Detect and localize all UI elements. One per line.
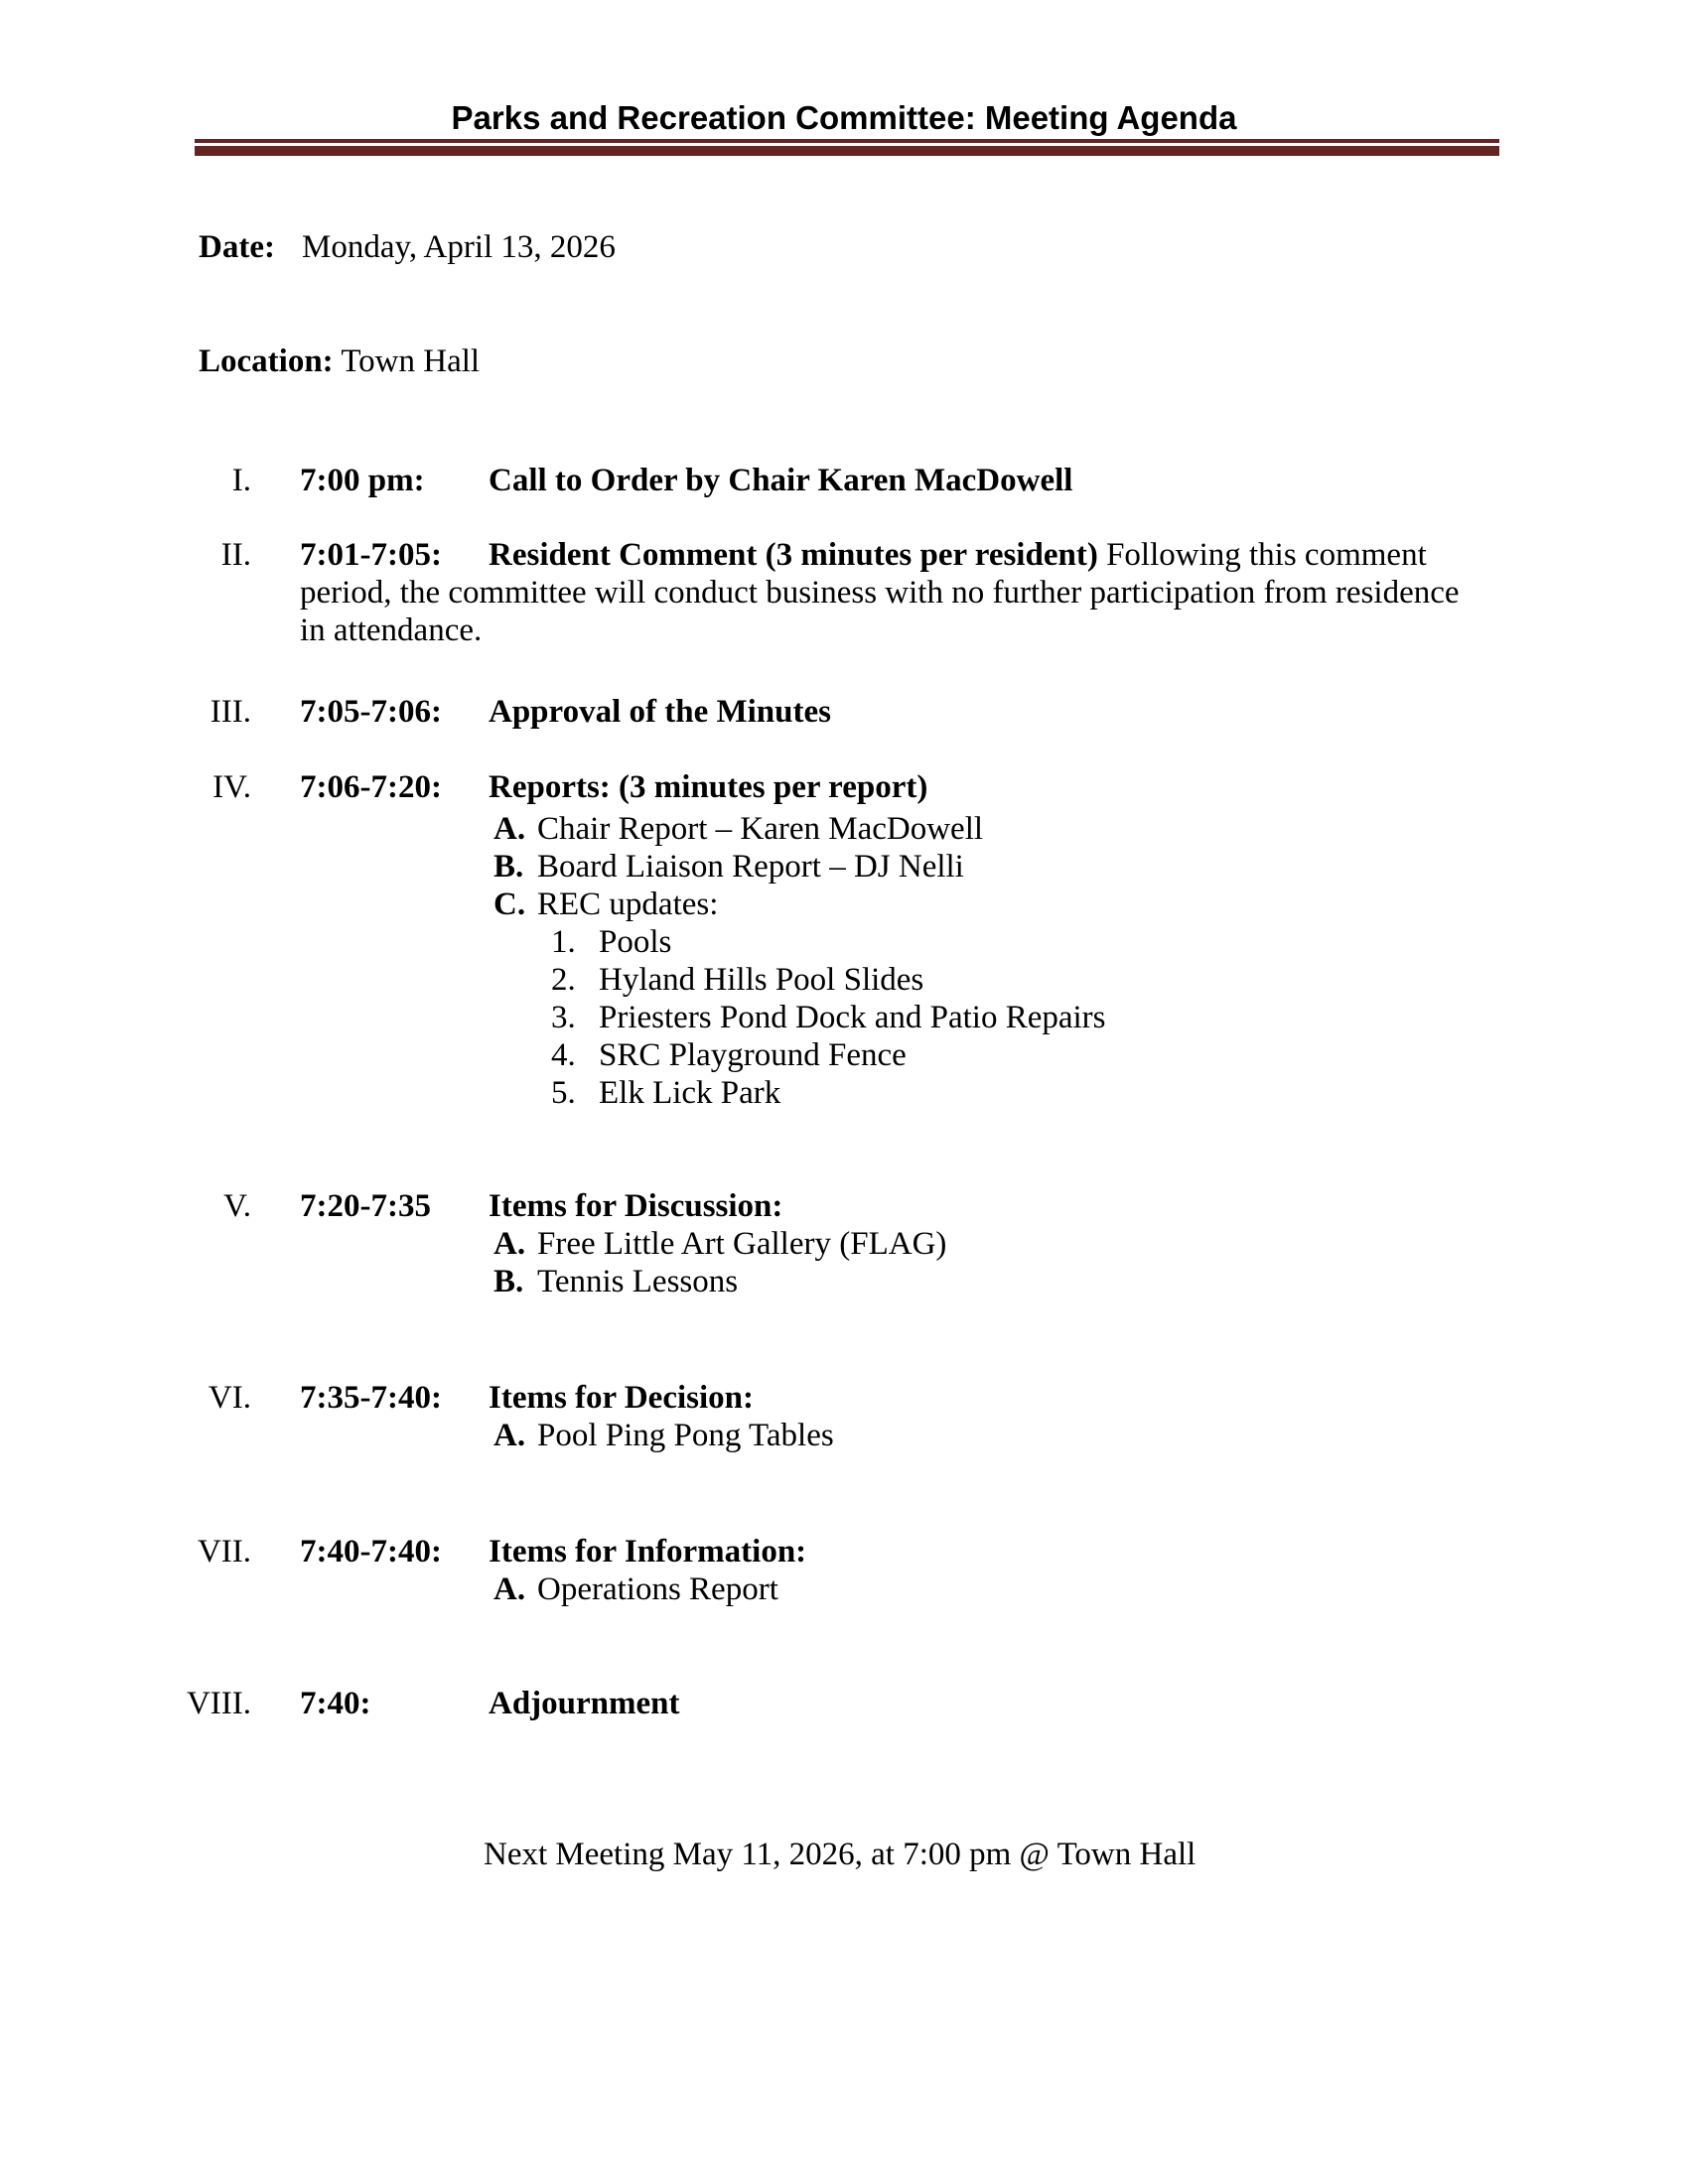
agenda-time: 7:06-7:20: bbox=[300, 769, 442, 805]
agenda-numeral: II. bbox=[220, 537, 251, 573]
agenda-subitem bbox=[493, 886, 1688, 923]
numbered-item-text: Hyland Hills Pool Slides bbox=[599, 962, 924, 998]
subitem-text: Chair Report – Karen MacDowell bbox=[537, 811, 984, 847]
agenda-subitem bbox=[493, 1225, 1688, 1263]
location-value: Town Hall bbox=[341, 343, 481, 379]
agenda-numeral: IV. bbox=[212, 769, 251, 805]
agenda-time: 7:01-7:05: bbox=[300, 537, 442, 573]
agenda-numeral: VIII. bbox=[186, 1686, 251, 1721]
subitem-letter: A. bbox=[493, 1226, 526, 1262]
agenda-item-decision bbox=[0, 1379, 1688, 1454]
location-label: Location: bbox=[199, 343, 334, 379]
agenda-body-text: Following this comment period, the committee will conduct business with no further participation from residence in attendance. bbox=[300, 537, 1460, 648]
agenda-time: 7:40-7:40: bbox=[300, 1534, 442, 1570]
numbered-item-ordinal: 5. bbox=[551, 1075, 576, 1111]
agenda-title: Adjournment bbox=[489, 1686, 680, 1721]
agenda-subitem bbox=[493, 810, 1688, 848]
agenda-numeral: VI. bbox=[208, 1380, 251, 1416]
numbered-item-text: Priesters Pond Dock and Patio Repairs bbox=[599, 1000, 1106, 1035]
agenda-subitem bbox=[493, 1417, 1688, 1454]
agenda-numbered-item bbox=[551, 1036, 1688, 1074]
agenda-paragraph bbox=[300, 1533, 1479, 1570]
agenda-row bbox=[0, 536, 1688, 649]
agenda-item-reports bbox=[0, 768, 1688, 1112]
agenda-title: Reports: (3 minutes per report) bbox=[489, 769, 928, 805]
title-rule bbox=[195, 139, 1499, 156]
agenda-numbered-item bbox=[551, 1074, 1688, 1112]
agenda-row bbox=[0, 1533, 1688, 1570]
agenda-title: Items for Information: bbox=[489, 1534, 807, 1570]
page-title: Parks and Recreation Committee: Meeting Agenda bbox=[451, 99, 1237, 136]
subitem-letter: A. bbox=[493, 1571, 526, 1607]
numbered-item-ordinal: 4. bbox=[551, 1037, 576, 1073]
subitem-letter: B. bbox=[493, 849, 524, 885]
agenda-item-discussion bbox=[0, 1187, 1688, 1300]
next-meeting-line: Next Meeting May 11, 2026, at 7:00 pm @ Town Hall bbox=[484, 1837, 1196, 1872]
agenda-item-information bbox=[0, 1533, 1688, 1608]
subitem-text: Free Little Art Gallery (FLAG) bbox=[537, 1226, 947, 1262]
agenda-paragraph bbox=[300, 768, 1479, 806]
title-rule-thick-line bbox=[195, 146, 1499, 156]
agenda-row bbox=[0, 1685, 1688, 1722]
agenda-numbered-item bbox=[551, 923, 1688, 961]
agenda-numbered-item bbox=[551, 961, 1688, 999]
numbered-item-text: Pools bbox=[599, 924, 672, 960]
agenda-paragraph bbox=[300, 536, 1479, 649]
subitem-letter: B. bbox=[493, 1264, 524, 1299]
agenda-paragraph bbox=[300, 1379, 1479, 1417]
numbered-item-ordinal: 2. bbox=[551, 962, 576, 998]
agenda-row bbox=[0, 768, 1688, 806]
agenda-row bbox=[0, 1379, 1688, 1417]
agenda-subitem bbox=[493, 848, 1688, 886]
agenda-numeral: V. bbox=[223, 1188, 251, 1224]
agenda-row bbox=[0, 1187, 1688, 1225]
agenda-subitem bbox=[493, 1263, 1688, 1300]
agenda-row bbox=[0, 462, 1688, 499]
subitem-letter: A. bbox=[493, 811, 526, 847]
agenda-numeral: VII. bbox=[197, 1534, 251, 1570]
agenda-numbered-item bbox=[551, 999, 1688, 1036]
numbered-item-ordinal: 3. bbox=[551, 1000, 576, 1035]
date-label: Date: bbox=[199, 229, 275, 265]
agenda-title: Items for Discussion: bbox=[489, 1188, 783, 1224]
numbered-item-text: SRC Playground Fence bbox=[599, 1037, 907, 1073]
agenda-item-resident-comment bbox=[0, 536, 1688, 649]
title-rule-thin-line bbox=[195, 139, 1499, 143]
agenda-title: Call to Order by Chair Karen MacDowell bbox=[489, 463, 1073, 498]
agenda-time: 7:05-7:06: bbox=[300, 694, 442, 730]
subitem-text: Board Liaison Report – DJ Nelli bbox=[537, 849, 964, 885]
agenda-paragraph bbox=[300, 693, 1479, 731]
agenda-paragraph bbox=[300, 462, 1479, 499]
location-line bbox=[199, 342, 1489, 380]
numbered-item-ordinal: 1. bbox=[551, 924, 576, 960]
subitem-text: Pool Ping Pong Tables bbox=[537, 1418, 834, 1453]
agenda-title: Approval of the Minutes bbox=[489, 694, 831, 730]
agenda-subitem bbox=[493, 1570, 1688, 1608]
agenda-item-call-to-order bbox=[0, 462, 1688, 499]
subitem-text: Tennis Lessons bbox=[537, 1264, 739, 1299]
agenda-title: Resident Comment (3 minutes per resident) bbox=[489, 537, 1098, 573]
agenda-time: 7:20-7:35 bbox=[300, 1188, 431, 1224]
agenda-numeral: I. bbox=[231, 463, 251, 498]
agenda-title: Items for Decision: bbox=[489, 1380, 754, 1416]
agenda-time: 7:40: bbox=[300, 1686, 371, 1721]
date-line bbox=[199, 228, 1489, 266]
agenda-numeral: III. bbox=[210, 694, 251, 730]
subitem-text: Operations Report bbox=[537, 1571, 778, 1607]
subitem-letter: A. bbox=[493, 1418, 526, 1453]
agenda-row bbox=[0, 693, 1688, 731]
agenda-item-approval-of-minutes bbox=[0, 693, 1688, 731]
subitem-letter: C. bbox=[493, 887, 526, 922]
numbered-item-text: Elk Lick Park bbox=[599, 1075, 781, 1111]
date-value: Monday, April 13, 2026 bbox=[302, 229, 616, 265]
agenda-time: 7:00 pm: bbox=[300, 463, 425, 498]
subitem-text: REC updates: bbox=[537, 887, 719, 922]
agenda-time: 7:35-7:40: bbox=[300, 1380, 442, 1416]
agenda-paragraph bbox=[300, 1187, 1479, 1225]
agenda-item-adjournment bbox=[0, 1685, 1688, 1722]
agenda-paragraph bbox=[300, 1685, 1479, 1722]
